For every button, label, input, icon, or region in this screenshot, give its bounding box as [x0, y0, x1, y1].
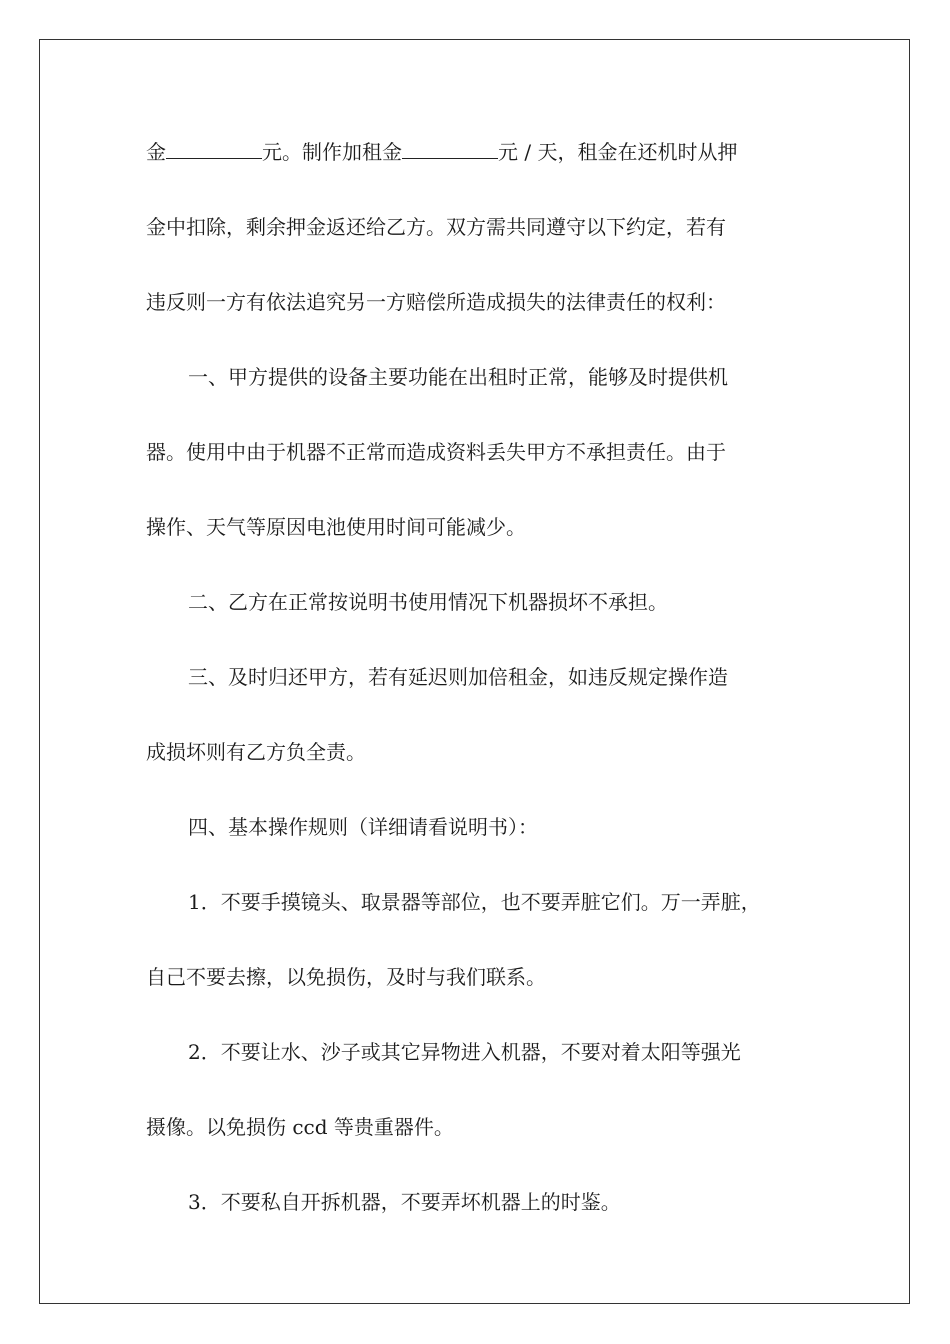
rule-1-line: 1．不要手摸镜头、取景器等部位，也不要弄脏它们。万一弄脏，	[188, 890, 761, 914]
text-line: 违反则一方有依法追究另一方赔偿所造成损失的法律责任的权利：	[146, 290, 726, 314]
deposit-blank	[166, 136, 262, 159]
rule-1-line: 自己不要去擦，以免损伤，及时与我们联系。	[146, 965, 546, 989]
text-line	[146, 133, 816, 208]
text-segment: 元。制作加租金	[262, 140, 402, 164]
rent-blank	[402, 136, 498, 159]
document-body	[146, 133, 816, 1258]
text-segment: 元 / 天，租金在还机时从押	[498, 140, 738, 164]
clause-4-line: 四、基本操作规则（详细请看说明书）：	[188, 815, 538, 839]
rule-2-line: 2．不要让水、沙子或其它异物进入机器，不要对着太阳等强光	[188, 1040, 741, 1064]
text-segment: 金	[146, 140, 166, 164]
rule-3-line: 3．不要私自开拆机器，不要弄坏机器上的时鉴。	[188, 1190, 621, 1214]
clause-1-line: 一、甲方提供的设备主要功能在出租时正常，能够及时提供机	[188, 365, 728, 389]
clause-3-line: 成损坏则有乙方负全责。	[146, 740, 366, 764]
rule-2-line: 摄像。以免损伤 ccd 等贵重器件。	[146, 1115, 454, 1139]
clause-2-line: 二、乙方在正常按说明书使用情况下机器损坏不承担。	[188, 590, 668, 614]
clause-3-line: 三、及时归还甲方，若有延迟则加倍租金，如违反规定操作造	[188, 665, 728, 689]
clause-1-line: 操作、天气等原因电池使用时间可能减少。	[146, 515, 526, 539]
clause-1-line: 器。使用中由于机器不正常而造成资料丢失甲方不承担责任。由于	[146, 440, 726, 464]
text-line: 金中扣除，剩余押金返还给乙方。双方需共同遵守以下约定，若有	[146, 215, 726, 239]
